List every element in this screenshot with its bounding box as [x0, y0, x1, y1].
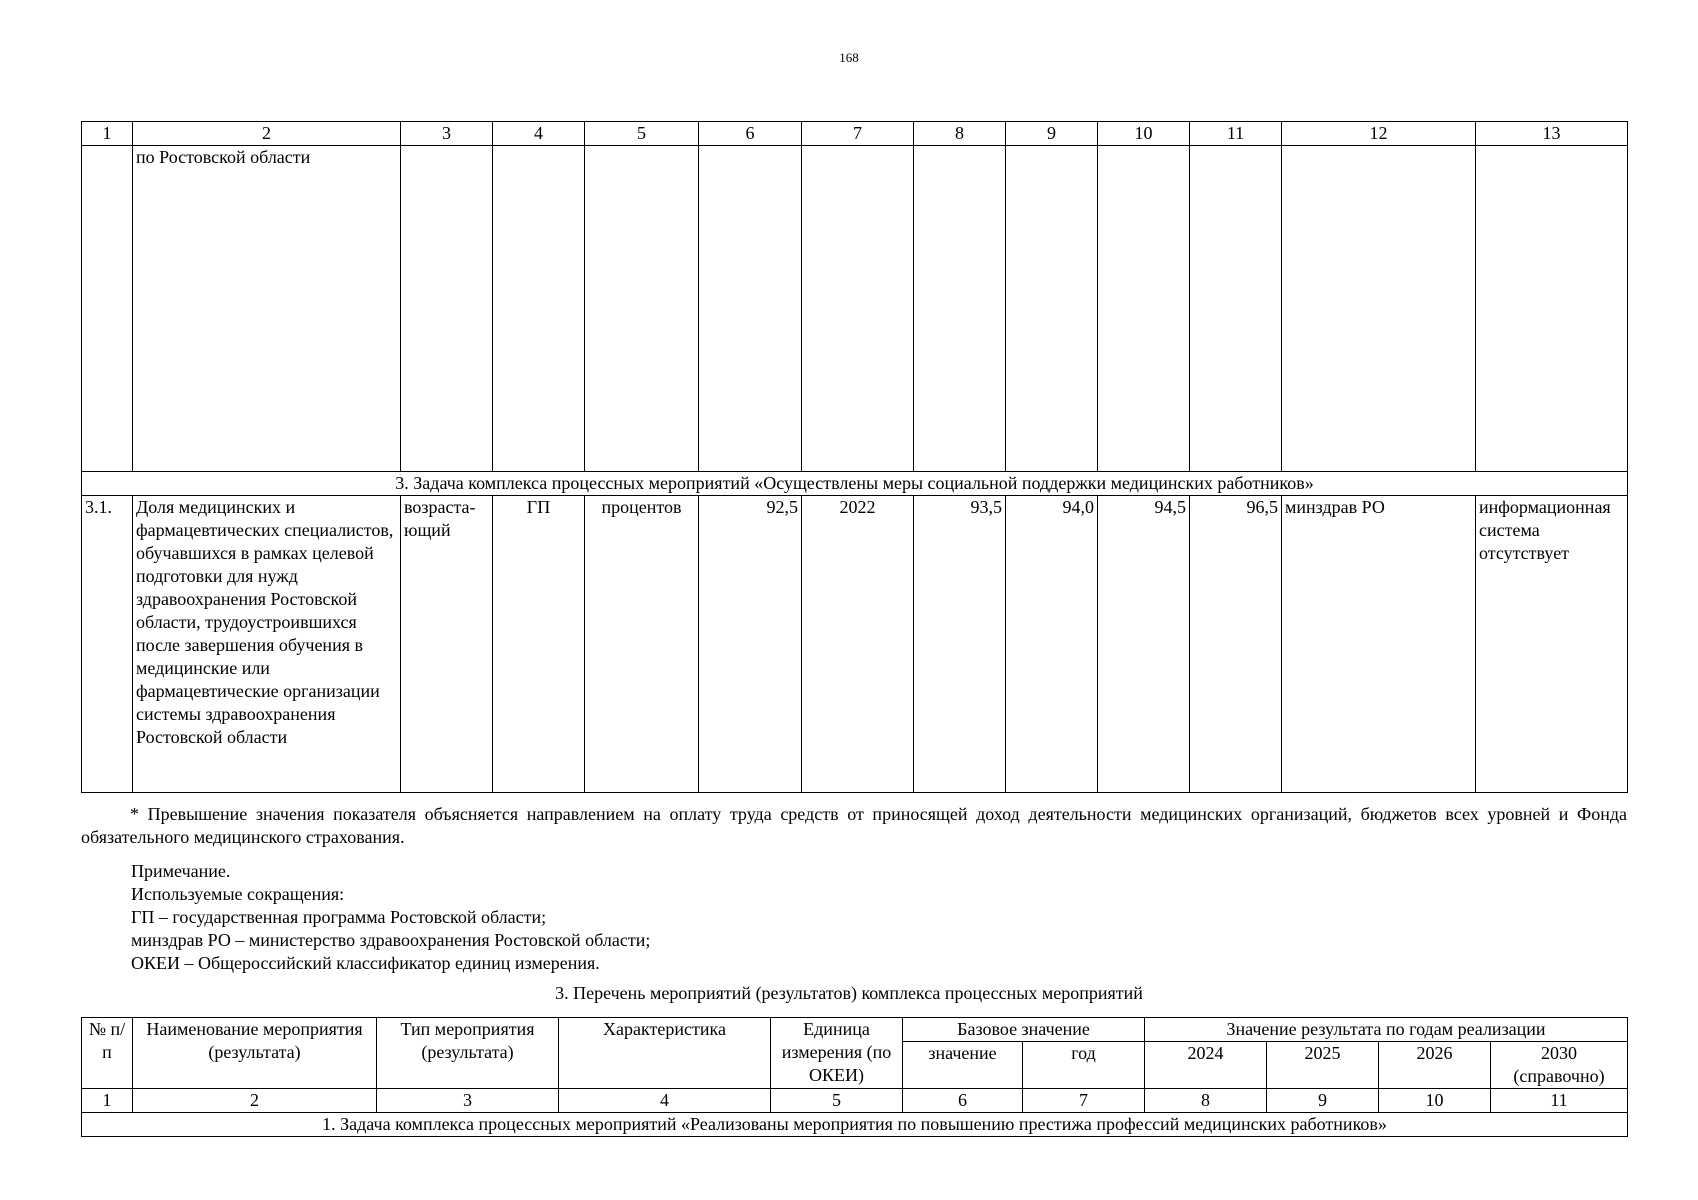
trend: возраста-ющий — [401, 496, 493, 793]
indicators-table — [81, 121, 1628, 793]
task-3-title: 3. Задача комплекса процессных мероприятий «Осуществлены меры социальной поддержки медицинских работников» — [82, 472, 1628, 496]
header-2025: 2025 — [1267, 1042, 1379, 1089]
col-number: 13 — [1476, 122, 1628, 146]
column-number-row — [82, 1089, 1628, 1113]
continued-row — [82, 146, 1628, 472]
value-4: 96,5 — [1190, 496, 1282, 793]
col-number: 5 — [585, 122, 699, 146]
col-number: 1 — [82, 1089, 133, 1113]
base-year: 2022 — [802, 496, 914, 793]
col-number: 9 — [1006, 122, 1098, 146]
col-number: 12 — [1282, 122, 1476, 146]
unit: процентов — [585, 496, 699, 793]
task-row — [82, 472, 1628, 496]
col-number: 2 — [133, 1089, 377, 1113]
table-row — [82, 496, 1628, 793]
value-3: 94,5 — [1098, 496, 1190, 793]
header-2026: 2026 — [1379, 1042, 1491, 1089]
footnote: * Превышение значения показателя объясняется направлением на оплату труда средств от приносящей доход деятельности медицинских организаций, бюджетов всех уровней и Фонда обязательного медицинского страхования. — [81, 804, 1627, 847]
note-line: ОКЕИ – Общероссийский классификатор единиц измерения. — [131, 953, 600, 973]
col-number: 4 — [493, 122, 585, 146]
col-number: 11 — [1491, 1089, 1628, 1113]
col-number: 11 — [1190, 122, 1282, 146]
header-row — [82, 1018, 1628, 1042]
col-number: 8 — [1145, 1089, 1267, 1113]
value-1: 93,5 — [914, 496, 1006, 793]
note-line: минздрав РО – министерство здравоохранения Ростовской области; — [131, 930, 651, 950]
header-2030: 2030 (справочно) — [1491, 1042, 1628, 1089]
header-years-group: Значение результата по годам реализации — [1145, 1018, 1628, 1042]
responsible: минздрав РО — [1282, 496, 1476, 793]
row-number: 3.1. — [82, 496, 133, 793]
col-number: 5 — [771, 1089, 903, 1113]
header-unit: Единица измерения (по ОКЕИ) — [771, 1018, 903, 1089]
col-number: 1 — [82, 122, 133, 146]
notes — [131, 860, 650, 975]
value-2: 94,0 — [1006, 496, 1098, 793]
col-number: 2 — [133, 122, 401, 146]
header-base-value: значение — [903, 1042, 1023, 1089]
note-line: ГП – государственная программа Ростовской области; — [131, 907, 547, 927]
col-number: 3 — [377, 1089, 559, 1113]
col-number: 8 — [914, 122, 1006, 146]
task-1-title: 1. Задача комплекса процессных мероприятий «Реализованы мероприятия по повышению престижа профессий медицинских работников» — [82, 1113, 1628, 1137]
continued-name: по Ростовской области — [133, 146, 401, 472]
note-line: Примечание. — [131, 861, 231, 881]
col-number: 10 — [1379, 1089, 1491, 1113]
info-system: информационная система отсутствует — [1476, 496, 1628, 793]
col-number: 7 — [1023, 1089, 1145, 1113]
col-number: 3 — [401, 122, 493, 146]
col-number: 6 — [699, 122, 802, 146]
base-value: 92,5 — [699, 496, 802, 793]
section-title: 3. Перечень мероприятий (результатов) комплекса процессных мероприятий — [555, 983, 1143, 1003]
header-characteristic: Характеристика — [559, 1018, 771, 1089]
col-number: 4 — [559, 1089, 771, 1113]
note-line: Используемые сокращения: — [131, 884, 345, 904]
measures-table — [81, 1017, 1628, 1137]
header-type: Тип мероприятия (результата) — [377, 1018, 559, 1089]
task-row — [82, 1113, 1628, 1137]
header-name: Наименование мероприятия (результата) — [133, 1018, 377, 1089]
header-2024: 2024 — [1145, 1042, 1267, 1089]
page-number: 168 — [839, 50, 859, 65]
header-base-year: год — [1023, 1042, 1145, 1089]
col-number: 6 — [903, 1089, 1023, 1113]
col-number: 10 — [1098, 122, 1190, 146]
header-base: Базовое значение — [903, 1018, 1145, 1042]
column-number-row — [82, 122, 1628, 146]
header-num: № п/п — [82, 1018, 133, 1089]
level: ГП — [493, 496, 585, 793]
col-number: 7 — [802, 122, 914, 146]
col-number: 9 — [1267, 1089, 1379, 1113]
indicator-name: Доля медицинских и фармацевтических специалистов, обучавшихся в рамках целевой подготовки для нужд здравоохранения Ростовской области, трудоустроившихся после завершения обучения в медицинские или фармацевтические организации системы здравоохранения Ростовской области — [133, 496, 401, 793]
